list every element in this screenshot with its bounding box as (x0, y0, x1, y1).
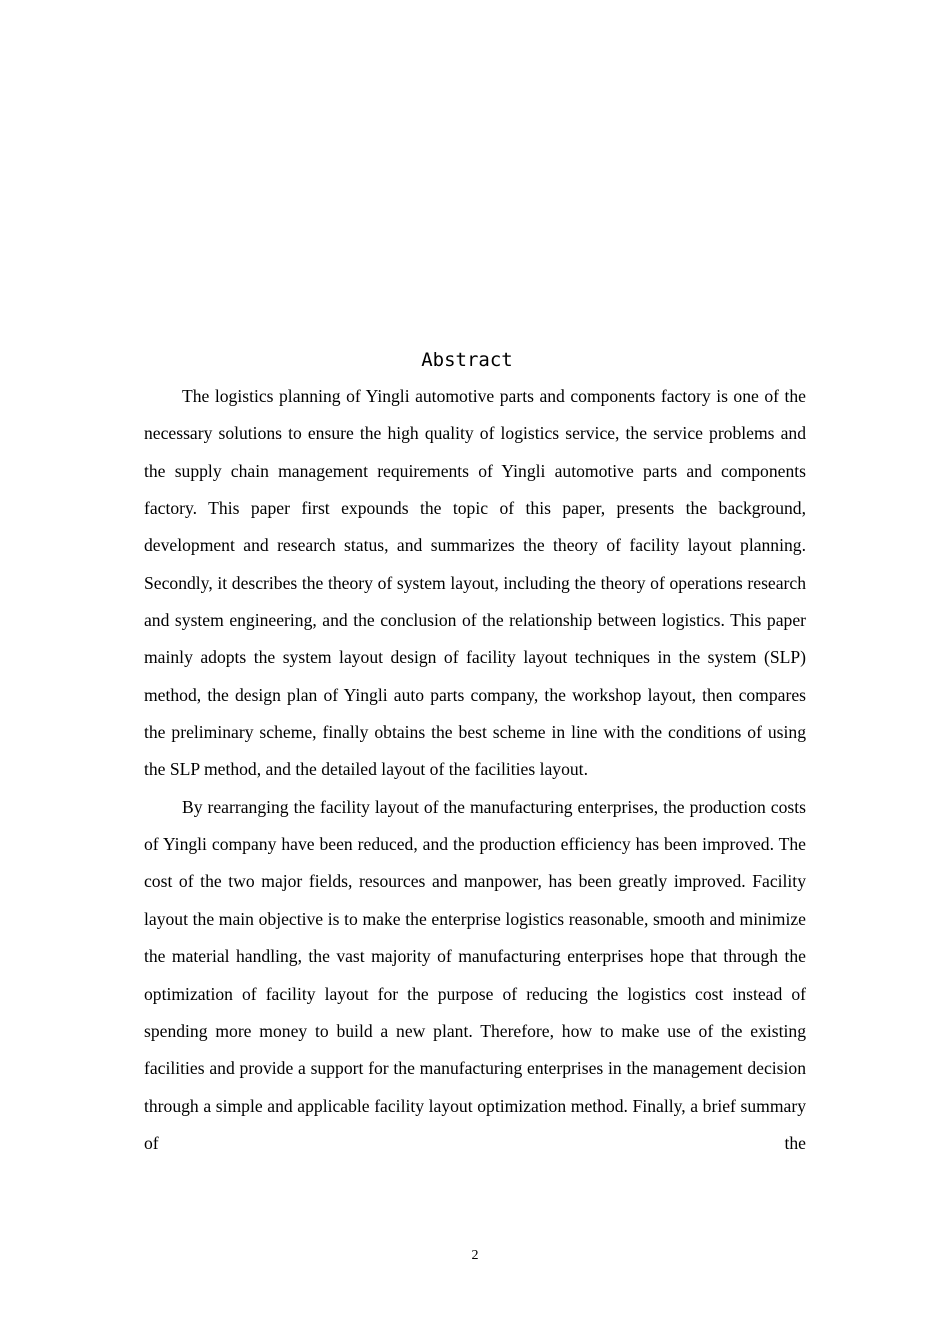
page-number: 2 (471, 1248, 479, 1263)
abstract-paragraph-2: By rearranging the facility layout of the manufacturing enterprises, the production costs of Yingli company have been reduced, and the production efficiency has been improved. The cost of the two major fields, resources and manpower, has been greatly improved. Facility layout the main objective is to make the enterprise logistics reasonable, smooth and minimize the material handling, the vast majority of manufacturing enterprises hope that through the optimization of facility layout for the purpose of reducing the logistics cost instead of spending more money to build a new plant. Therefore, how to make use of the existing facilities and provide a support for the manufacturing enterprises in the management decision through a simple and applicable facility layout optimization method. Finally, a brief summary of the (144, 796, 806, 1153)
abstract-paragraph-1: The logistics planning of Yingli automotive parts and components factory is one of the necessary solutions to ensure the high quality of logistics service, the service problems and the supply chain management requirements of Yingli automotive parts and components factory. This paper first expounds the topic of this paper, presents the background, development and research status, and summarizes the theory of facility layout planning. Secondly, it describes the theory of system layout, including the theory of operations research and system engineering, and the conclusion of the relationship between logistics. This paper mainly adopts the system layout design of facility layout techniques in the system (SLP) method, the design plan of Yingli auto parts company, the workshop layout, then compares the preliminary scheme, finally obtains the best scheme in line with the conditions of using the SLP method, and the detailed layout of the facilities layout. (144, 386, 806, 780)
abstract-heading: Abstract (421, 349, 513, 371)
abstract-body (144, 378, 806, 1162)
